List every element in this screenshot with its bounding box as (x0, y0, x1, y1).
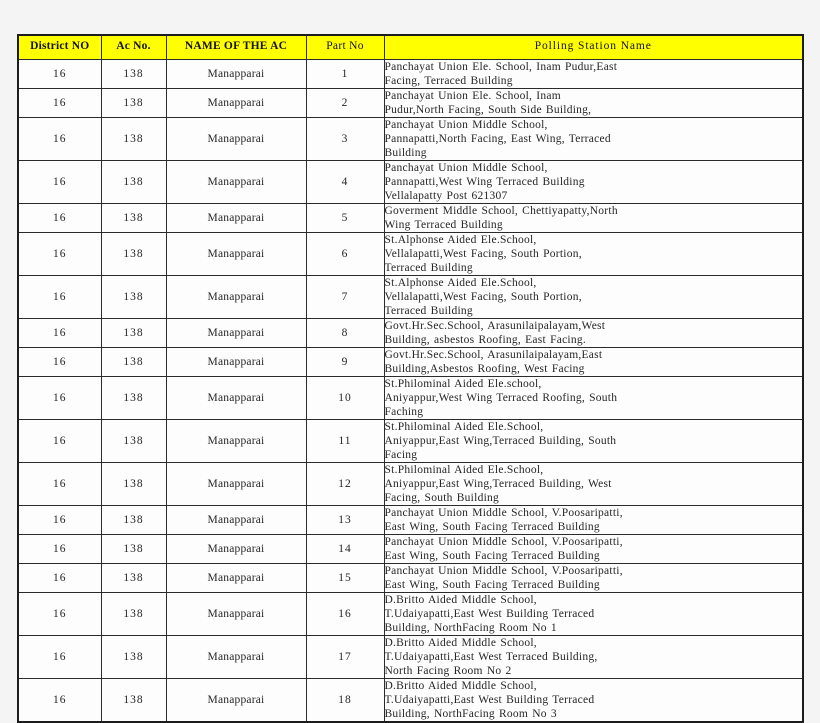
cell-district-no: 16 (18, 160, 101, 203)
table-row (18, 376, 803, 419)
cell-ac-name: Manapparai (166, 376, 306, 419)
cell-polling-station-name (384, 275, 803, 318)
table-row (18, 535, 803, 564)
cell-part-no: 7 (306, 275, 384, 318)
polling-station-line: St.Alphonse Aided Ele.School, (384, 276, 537, 289)
table-row (18, 160, 803, 203)
cell-polling-station-name (384, 505, 803, 534)
polling-station-line: Goverment Middle School, Chettiyapatty,North (384, 204, 618, 217)
polling-station-line: D.Britto Aided Middle School, (384, 637, 537, 650)
cell-part-no: 15 (306, 564, 384, 593)
cell-polling-station-name (384, 593, 803, 636)
cell-ac-no: 138 (101, 88, 166, 117)
cell-polling-station-name (384, 535, 803, 564)
cell-district-no: 16 (18, 679, 101, 723)
cell-part-no: 1 (306, 59, 384, 88)
cell-ac-name: Manapparai (166, 160, 306, 203)
cell-ac-no: 138 (101, 535, 166, 564)
polling-station-line: Vellalapatti,West Facing, South Portion, (384, 247, 582, 260)
cell-ac-no: 138 (101, 318, 166, 347)
table-row (18, 593, 803, 636)
table-header (18, 35, 803, 59)
polling-station-line: Building, NorthFacing Room No 3 (384, 708, 557, 721)
polling-station-table (17, 34, 804, 723)
cell-ac-name: Manapparai (166, 535, 306, 564)
cell-ac-no: 138 (101, 636, 166, 679)
cell-ac-name: Manapparai (166, 462, 306, 505)
table-header-row (18, 35, 803, 59)
cell-part-no: 9 (306, 347, 384, 376)
cell-district-no: 16 (18, 462, 101, 505)
cell-ac-name: Manapparai (166, 564, 306, 593)
polling-station-line: St.Philominal Aided Ele.School, (384, 463, 544, 476)
cell-part-no: 18 (306, 679, 384, 723)
cell-district-no: 16 (18, 347, 101, 376)
cell-part-no: 11 (306, 419, 384, 462)
cell-ac-no: 138 (101, 275, 166, 318)
cell-district-no: 16 (18, 88, 101, 117)
polling-station-line: Aniyappur,West Wing Terraced Roofing, South (384, 391, 618, 404)
cell-district-no: 16 (18, 419, 101, 462)
cell-ac-no: 138 (101, 160, 166, 203)
cell-ac-name: Manapparai (166, 679, 306, 723)
polling-station-line: Building, asbestos Roofing, East Facing. (384, 333, 587, 346)
polling-station-line: Building (384, 146, 427, 159)
table-row (18, 275, 803, 318)
cell-ac-no: 138 (101, 232, 166, 275)
polling-station-line: Building, NorthFacing Room No 1 (384, 622, 557, 635)
cell-ac-no: 138 (101, 376, 166, 419)
polling-station-line: East Wing, South Facing Terraced Building (384, 521, 600, 533)
cell-ac-no: 138 (101, 419, 166, 462)
cell-ac-name: Manapparai (166, 318, 306, 347)
polling-station-line: East Wing, South Facing Terraced Building (384, 550, 600, 563)
table-row (18, 203, 803, 232)
polling-station-line: D.Britto Aided Middle School, (384, 680, 537, 693)
cell-part-no: 6 (306, 232, 384, 275)
polling-station-line: Building,Asbestos Roofing, West Facing (384, 362, 585, 375)
cell-ac-name: Manapparai (166, 636, 306, 679)
cell-ac-name: Manapparai (166, 419, 306, 462)
polling-station-line: Panchayat Union Middle School, (384, 118, 548, 131)
table-row (18, 505, 803, 534)
polling-station-line: St.Alphonse Aided Ele.School, (384, 233, 537, 246)
polling-station-line: Panchayat Union Middle School, (384, 161, 548, 174)
cell-polling-station-name (384, 232, 803, 275)
column-header-polling-station-name: Polling Station Name (384, 35, 803, 59)
polling-station-line: T.Udaiyapatti,East West Building Terraced (384, 694, 595, 707)
polling-station-line: T.Udaiyapatti,East West Building Terraced (384, 608, 595, 621)
cell-ac-name: Manapparai (166, 593, 306, 636)
cell-ac-no: 138 (101, 117, 166, 160)
cell-part-no: 10 (306, 376, 384, 419)
cell-ac-name: Manapparai (166, 59, 306, 88)
cell-ac-no: 138 (101, 564, 166, 593)
cell-polling-station-name (384, 636, 803, 679)
table-row (18, 117, 803, 160)
cell-district-no: 16 (18, 117, 101, 160)
cell-district-no: 16 (18, 593, 101, 636)
polling-station-line: Govt.Hr.Sec.School, Arasunilaipalayam,East (384, 348, 603, 361)
polling-station-line: Facing, Terraced Building (384, 74, 513, 87)
cell-district-no: 16 (18, 318, 101, 347)
table-row (18, 232, 803, 275)
cell-polling-station-name (384, 117, 803, 160)
polling-station-line: St.Philominal Aided Ele.School, (384, 420, 544, 433)
cell-part-no: 17 (306, 636, 384, 679)
polling-station-line: Wing Terraced Building (384, 218, 503, 231)
polling-station-line: Panchayat Union Ele. School, Inam (384, 89, 561, 102)
cell-polling-station-name (384, 347, 803, 376)
polling-station-line: Pannapatti,North Facing, East Wing, Terraced (384, 132, 611, 145)
cell-ac-no: 138 (101, 59, 166, 88)
polling-station-line: Govt.Hr.Sec.School, Arasunilaipalayam,West (384, 319, 606, 332)
cell-ac-no: 138 (101, 203, 166, 232)
cell-part-no: 8 (306, 318, 384, 347)
column-header-ac-no: Ac No. (101, 35, 166, 59)
cell-ac-name: Manapparai (166, 275, 306, 318)
cell-district-no: 16 (18, 232, 101, 275)
table-row (18, 347, 803, 376)
cell-part-no: 2 (306, 88, 384, 117)
table-row (18, 59, 803, 88)
polling-station-line: D.Britto Aided Middle School, (384, 594, 537, 607)
cell-ac-name: Manapparai (166, 232, 306, 275)
polling-station-line: Panchayat Union Ele. School, Inam Pudur,East (384, 60, 618, 73)
cell-polling-station-name (384, 564, 803, 593)
polling-station-line: Panchayat Union Middle School, V.Poosaripatti, (384, 506, 623, 519)
table-row (18, 88, 803, 117)
cell-part-no: 12 (306, 462, 384, 505)
cell-polling-station-name (384, 160, 803, 203)
polling-station-line: Vellalapatty Post 621307 (384, 189, 508, 202)
table-row (18, 564, 803, 593)
cell-district-no: 16 (18, 636, 101, 679)
cell-ac-name: Manapparai (166, 505, 306, 534)
table-row (18, 318, 803, 347)
cell-part-no: 3 (306, 117, 384, 160)
polling-station-line: Faching (384, 405, 424, 418)
polling-station-line: Vellalapatti,West Facing, South Portion, (384, 290, 582, 303)
table-row (18, 679, 803, 723)
cell-ac-name: Manapparai (166, 203, 306, 232)
cell-ac-no: 138 (101, 462, 166, 505)
cell-ac-no: 138 (101, 347, 166, 376)
table-row (18, 636, 803, 679)
cell-part-no: 16 (306, 593, 384, 636)
cell-polling-station-name (384, 462, 803, 505)
polling-station-line: North Facing Room No 2 (384, 665, 512, 678)
cell-district-no: 16 (18, 505, 101, 534)
polling-station-line: T.Udaiyapatti,East West Terraced Building, (384, 651, 598, 664)
cell-polling-station-name (384, 419, 803, 462)
cell-part-no: 4 (306, 160, 384, 203)
table-body (18, 59, 803, 722)
polling-station-line: Facing, South Building (384, 491, 500, 504)
cell-district-no: 16 (18, 564, 101, 593)
table-row (18, 462, 803, 505)
polling-station-line: Panchayat Union Middle School, V.Poosaripatti, (384, 565, 623, 578)
cell-district-no: 16 (18, 535, 101, 564)
cell-ac-name: Manapparai (166, 117, 306, 160)
polling-station-line: Terraced Building (384, 261, 473, 274)
polling-station-line: Aniyappur,East Wing,Terraced Building, West (384, 477, 612, 490)
cell-part-no: 13 (306, 505, 384, 534)
polling-station-line: Pudur,North Facing, South Side Building, (384, 103, 592, 116)
cell-district-no: 16 (18, 376, 101, 419)
cell-ac-name: Manapparai (166, 347, 306, 376)
cell-polling-station-name (384, 59, 803, 88)
column-header-part-no: Part No (306, 35, 384, 59)
cell-ac-no: 138 (101, 679, 166, 723)
polling-station-line: St.Philominal Aided Ele.school, (384, 377, 542, 390)
cell-ac-no: 138 (101, 505, 166, 534)
cell-part-no: 5 (306, 203, 384, 232)
cell-district-no: 16 (18, 275, 101, 318)
cell-polling-station-name (384, 318, 803, 347)
column-header-district-no: District NO (18, 35, 101, 59)
polling-station-line: Terraced Building (384, 304, 473, 317)
cell-polling-station-name (384, 679, 803, 723)
polling-station-line: East Wing, South Facing Terraced Building (384, 579, 600, 592)
table-row (18, 419, 803, 462)
cell-polling-station-name (384, 203, 803, 232)
polling-station-line: Aniyappur,East Wing,Terraced Building, South (384, 434, 617, 447)
cell-district-no: 16 (18, 203, 101, 232)
cell-part-no: 14 (306, 535, 384, 564)
column-header-ac-name: NAME OF THE AC (166, 35, 306, 59)
polling-station-line: Pannapatti,West Wing Terraced Building (384, 175, 585, 188)
cell-ac-no: 138 (101, 593, 166, 636)
polling-station-line: Panchayat Union Middle School, V.Poosaripatti, (384, 536, 623, 549)
polling-station-line: Facing (384, 448, 418, 461)
cell-polling-station-name (384, 88, 803, 117)
cell-polling-station-name (384, 376, 803, 419)
cell-district-no: 16 (18, 59, 101, 88)
cell-ac-name: Manapparai (166, 88, 306, 117)
